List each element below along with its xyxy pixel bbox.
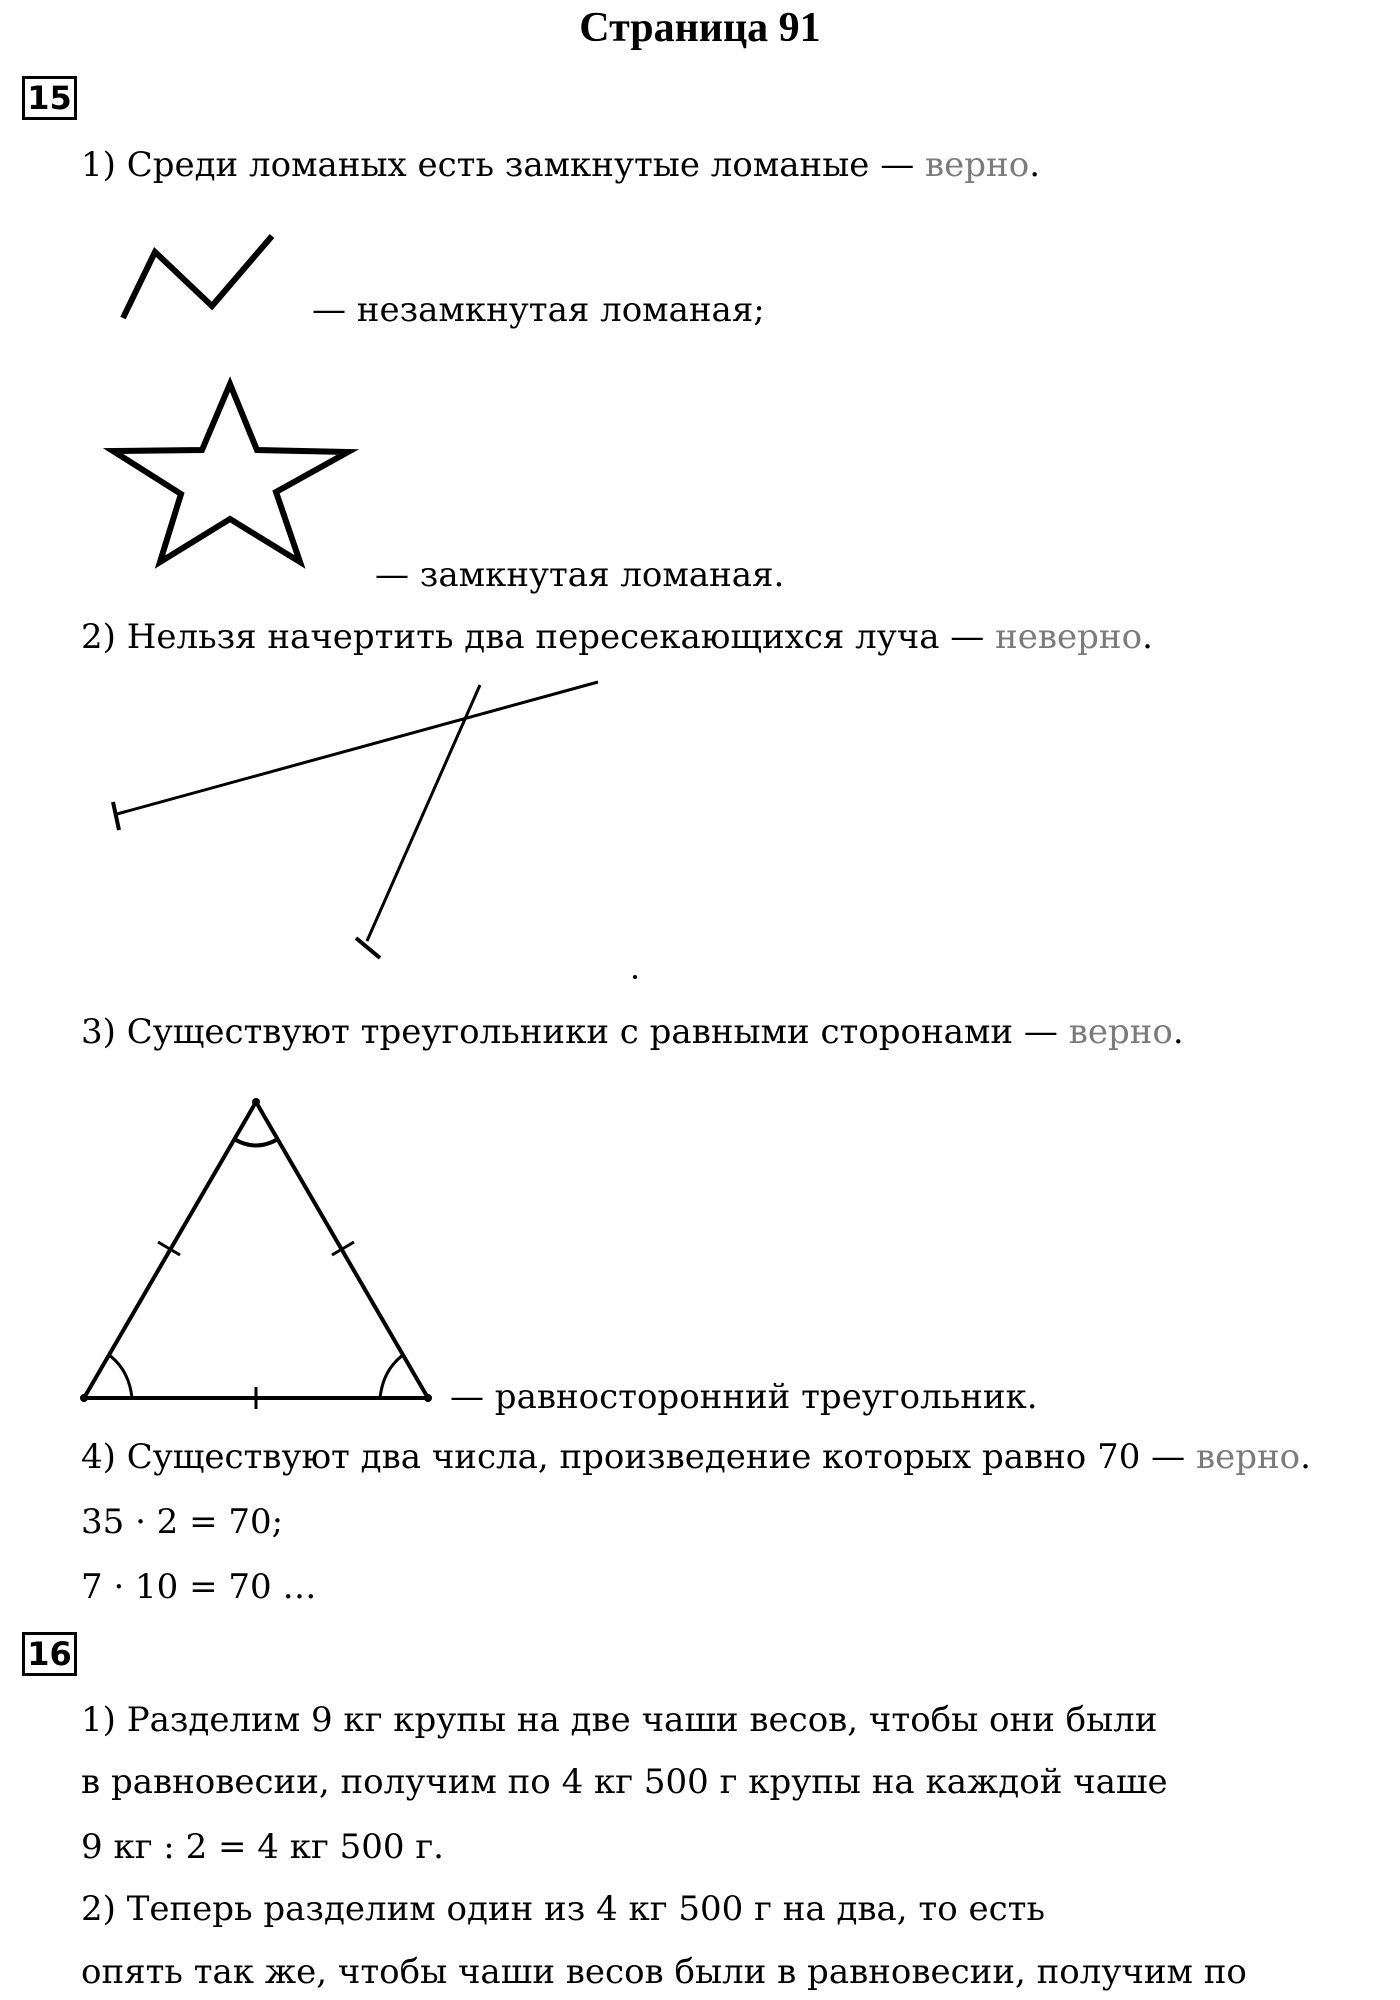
item2-verdict: неверно bbox=[995, 617, 1143, 657]
item4-text: 4) Существуют два числа, произведение которых равно 70 — bbox=[81, 1437, 1196, 1477]
two-rays-figure bbox=[100, 670, 660, 990]
caption-closed-polyline: — замкнутая ломаная. bbox=[375, 555, 785, 595]
task16-line: 1) Разделим 9 кг крупы на две чаши весов, чтобы они были bbox=[81, 1700, 1158, 1740]
caption-open-polyline: — незамкнутая ломаная; bbox=[312, 290, 765, 330]
task15-item3 bbox=[81, 1012, 1184, 1052]
task15-item1 bbox=[81, 145, 1040, 185]
equation-1: 35 · 2 = 70; bbox=[81, 1502, 284, 1542]
task-16-number: 16 bbox=[22, 1632, 77, 1676]
task15-item2 bbox=[81, 617, 1153, 657]
task16-line: опять так же, чтобы чаши весов были в равновесии, получим по bbox=[81, 1952, 1247, 1992]
page-title: Страница 91 bbox=[579, 5, 821, 51]
item2-end: . bbox=[1142, 617, 1153, 657]
item3-verdict: верно bbox=[1068, 1012, 1173, 1052]
task16-line: 2) Теперь разделим один из 4 кг 500 г на два, то есть bbox=[81, 1889, 1045, 1929]
equation-2: 7 · 10 = 70 … bbox=[81, 1567, 317, 1607]
open-polyline-figure bbox=[115, 230, 285, 330]
item1-text: 1) Среди ломаных есть замкнутые ломаные — bbox=[81, 145, 926, 185]
task16-line: 9 кг : 2 = 4 кг 500 г. bbox=[81, 1827, 444, 1867]
task15-item4 bbox=[81, 1437, 1311, 1477]
star-figure bbox=[108, 378, 358, 578]
item2-text: 2) Нельзя начертить два пересекающихся луча — bbox=[81, 617, 996, 657]
equilateral-triangle-figure bbox=[76, 1090, 436, 1410]
item3-text: 3) Существуют треугольники с равными сторонами — bbox=[81, 1012, 1069, 1052]
item1-verdict: верно bbox=[925, 145, 1030, 185]
task16-line: в равновесии, получим по 4 кг 500 г крупы на каждой чаше bbox=[81, 1762, 1168, 1802]
item1-end: . bbox=[1029, 145, 1040, 185]
item3-end: . bbox=[1172, 1012, 1184, 1052]
caption-triangle: — равносторонний треугольник. bbox=[450, 1377, 1038, 1417]
item4-verdict: верно bbox=[1195, 1437, 1301, 1477]
item4-end: . bbox=[1300, 1437, 1311, 1477]
task-15-number: 15 bbox=[22, 76, 77, 120]
